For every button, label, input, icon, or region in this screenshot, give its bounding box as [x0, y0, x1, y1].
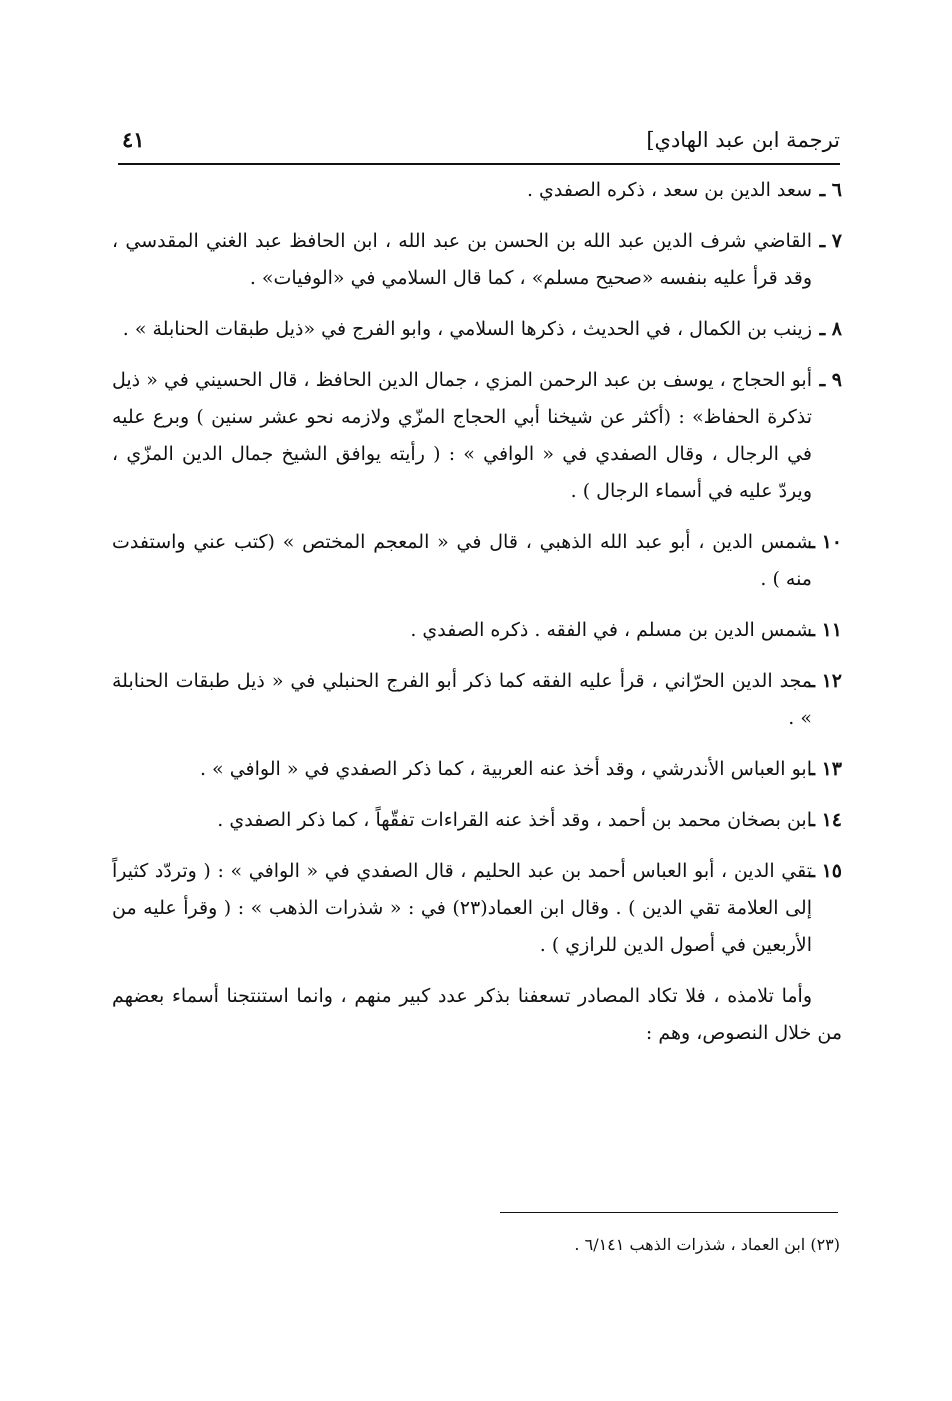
list-item — [112, 311, 842, 348]
entry-text: مجد الدين الحرّاني ، قرأ عليه الفقه كما ذكر أبو الفرج الحنبلي في « ذيل طبقات الحنابلة » . — [112, 670, 812, 729]
list-item — [112, 172, 842, 209]
closing-paragraph: وأما تلامذه ، فلا تكاد المصادر تسعفنا بذكر عدد كبير منهم ، وانما استنتجنا أسماء بعضهم من خلال النصوص، وهم : — [112, 985, 842, 1044]
entry-number: ٩ ـ — [819, 369, 842, 391]
running-title: ترجمة ابن عبد الهادي] — [646, 128, 840, 152]
entry-text: القاضي شرف الدين عبد الله بن الحسن بن عبد الله ، ابن الحافظ عبد الغني المقدسي ، وقد قرأ عليه بنفسه «صحيح مسلم» ، كما قال السلامي في «الوفيات» . — [112, 230, 812, 289]
list-item — [112, 524, 842, 598]
entry-text: شمس الدين بن مسلم ، في الفقه . ذكره الصفدي . — [410, 619, 812, 641]
entry-text: شمس الدين ، أبو عبد الله الذهبي ، قال في « المعجم المختص » (كتب عني واستفدت منه ) . — [112, 531, 812, 590]
entry-text: ابو العباس الأندرشي ، وقد أخذ عنه العربية ، كما ذكر الصفدي في « الوافي » . — [199, 758, 812, 780]
entry-text: تقي الدين ، أبو العباس أحمد بن عبد الحليم ، قال الصفدي في « الوافي » : ( وتردّد كثيراً إلى العلامة تقي الدين ) . وقال ابن العماد(٢٣) في : « شذرات الذهب » : ( وقرأ عليه من الأربعين في أصول الدين للرازي ) . — [112, 860, 812, 956]
entry-number: ١٢ ـ — [809, 670, 842, 692]
entry-number: ١٥ ـ — [809, 860, 842, 882]
list-item — [112, 853, 842, 964]
entry-text: زينب بن الكمال ، في الحديث ، ذكرها السلامي ، وابو الفرج في «ذيل طبقات الحنابلة » . — [122, 318, 812, 340]
page-header — [118, 120, 840, 160]
list-item — [112, 802, 842, 839]
list-item — [112, 663, 842, 737]
footnote-divider — [500, 1212, 838, 1213]
page-number: ٤١ — [122, 127, 145, 152]
entry-number: ١١ ـ — [809, 619, 842, 641]
list-item — [112, 362, 842, 510]
entry-number: ٦ ـ — [819, 179, 842, 201]
entry-number: ١٠ ـ — [809, 531, 842, 553]
list-item — [112, 751, 842, 788]
header-divider — [118, 163, 840, 165]
entry-text: أبو الحجاج ، يوسف بن عبد الرحمن المزي ، جمال الدين الحافظ ، قال الحسيني في « ذيل تذكرة الحفاظ» : (أكثر عن شيخنا أبي الحجاج المزّي ولازمه نحو عشر سنين ) وبرع عليه في الرجال ، وقال الصفدي في « الوافي » : ( رأيته يوافق الشيخ جمال الدين المزّي ، ويردّ عليه في أسماء الرجال ) . — [112, 369, 812, 502]
entry-number: ١٣ ـ — [809, 758, 842, 780]
main-text — [112, 172, 842, 1052]
entry-number: ١٤ ـ — [809, 809, 842, 831]
list-item — [112, 223, 842, 297]
entry-number: ٨ ـ — [819, 318, 842, 340]
entry-text: سعد الدين بن سعد ، ذكره الصفدي . — [526, 179, 812, 201]
entry-number: ٧ ـ — [819, 230, 842, 252]
footnote: (٢٣) ابن العماد ، شذرات الذهب ٦/١٤١ . — [574, 1235, 840, 1254]
list-item — [112, 612, 842, 649]
entry-text: ابن بصخان محمد بن أحمد ، وقد أخذ عنه القراءات تفقّهاً ، كما ذكر الصفدي . — [217, 809, 812, 831]
